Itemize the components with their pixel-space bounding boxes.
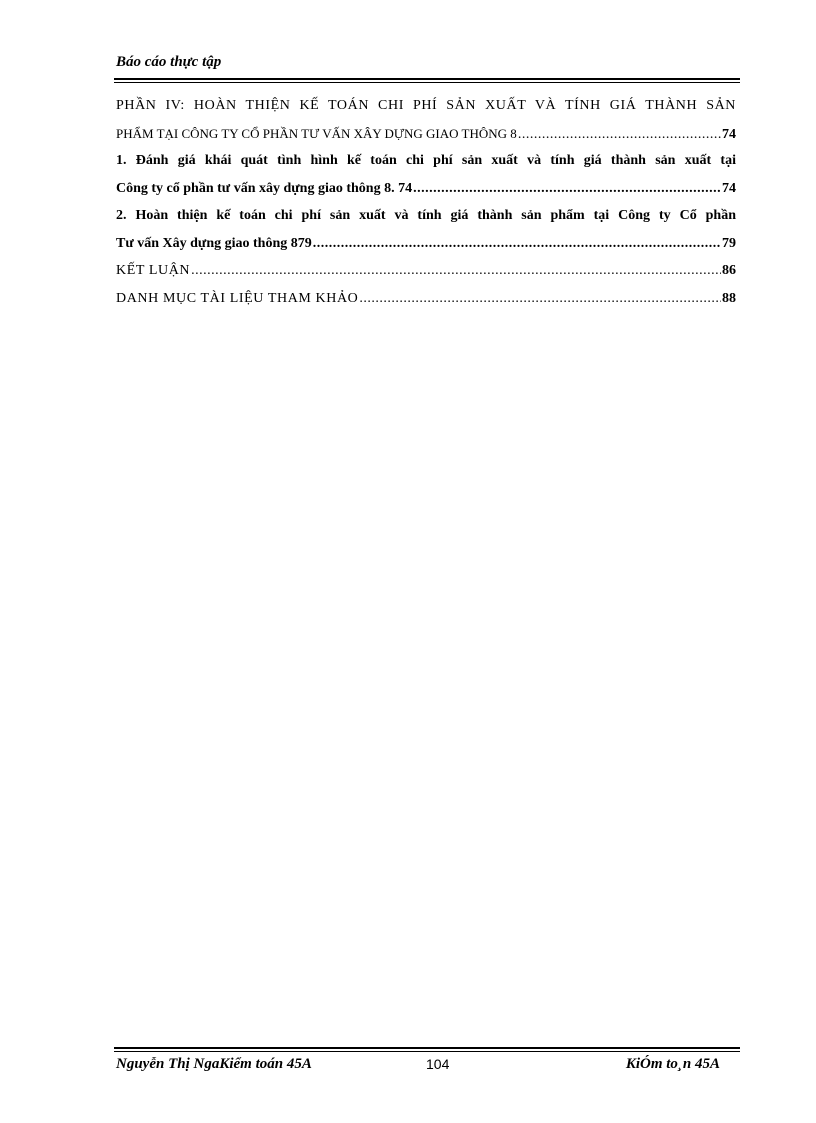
toc-conclusion-page: 86 xyxy=(722,263,736,278)
toc-leader-dots xyxy=(313,230,721,258)
footer-rule xyxy=(114,1047,740,1052)
toc-item2-line1[interactable]: 2. Hoàn thiện kế toán chi phí sản xuất và tính giá thành sản phẩm tại Công ty Cổ phần xyxy=(116,208,736,223)
footer-author: Nguyễn Thị NgaKiểm toán 45A xyxy=(116,1056,312,1072)
footer-right-label: KiÓm to¸n 45A xyxy=(625,1056,720,1072)
toc-references-text: DANH MỤC TÀI LIỆU THAM KHẢO xyxy=(116,290,359,306)
table-of-contents xyxy=(116,92,736,312)
header-rule xyxy=(114,78,740,83)
toc-part4-line1[interactable]: PHẦN IV: HOÀN THIỆN KẾ TOÁN CHI PHÍ SẢN XUẤT VÀ TÍNH GIÁ THÀNH SẢN xyxy=(116,98,736,113)
toc-conclusion-text: KẾT LUẬN xyxy=(116,263,191,278)
page-header-title: Báo cáo thực tập xyxy=(116,54,222,70)
toc-part4-line2-text: PHẨM TẠI CÔNG TY CỔ PHẦN TƯ VẤN XÂY DỰNG GIAO THÔNG 8 xyxy=(116,125,517,141)
toc-item1-line2-text: Công ty cổ phần tư vấn xây dựng giao thông 8. 74 xyxy=(116,180,413,196)
footer-page-number: 104 xyxy=(426,1056,450,1072)
toc-item2-line2[interactable] xyxy=(116,230,736,258)
toc-leader-dots xyxy=(191,257,721,285)
toc-item1-page: 74 xyxy=(722,180,736,196)
toc-leader-dots xyxy=(359,285,721,313)
toc-part4-page: 74 xyxy=(722,126,736,142)
toc-leader-dots xyxy=(518,121,721,148)
toc-leader-dots xyxy=(413,175,721,203)
toc-part4-line2[interactable] xyxy=(116,120,736,148)
toc-item2-page: 79 xyxy=(722,235,736,251)
toc-item2-line2-text: Tư vấn Xây dựng giao thông 879 xyxy=(116,235,312,251)
toc-references[interactable] xyxy=(116,285,736,313)
toc-item1-line1[interactable]: 1. Đánh giá khái quát tình hình kế toán chi phí sản xuất và tính giá thành sản xuất tại xyxy=(116,153,736,168)
toc-references-page: 88 xyxy=(722,290,736,306)
toc-conclusion[interactable] xyxy=(116,257,736,285)
toc-item1-line2[interactable] xyxy=(116,175,736,203)
